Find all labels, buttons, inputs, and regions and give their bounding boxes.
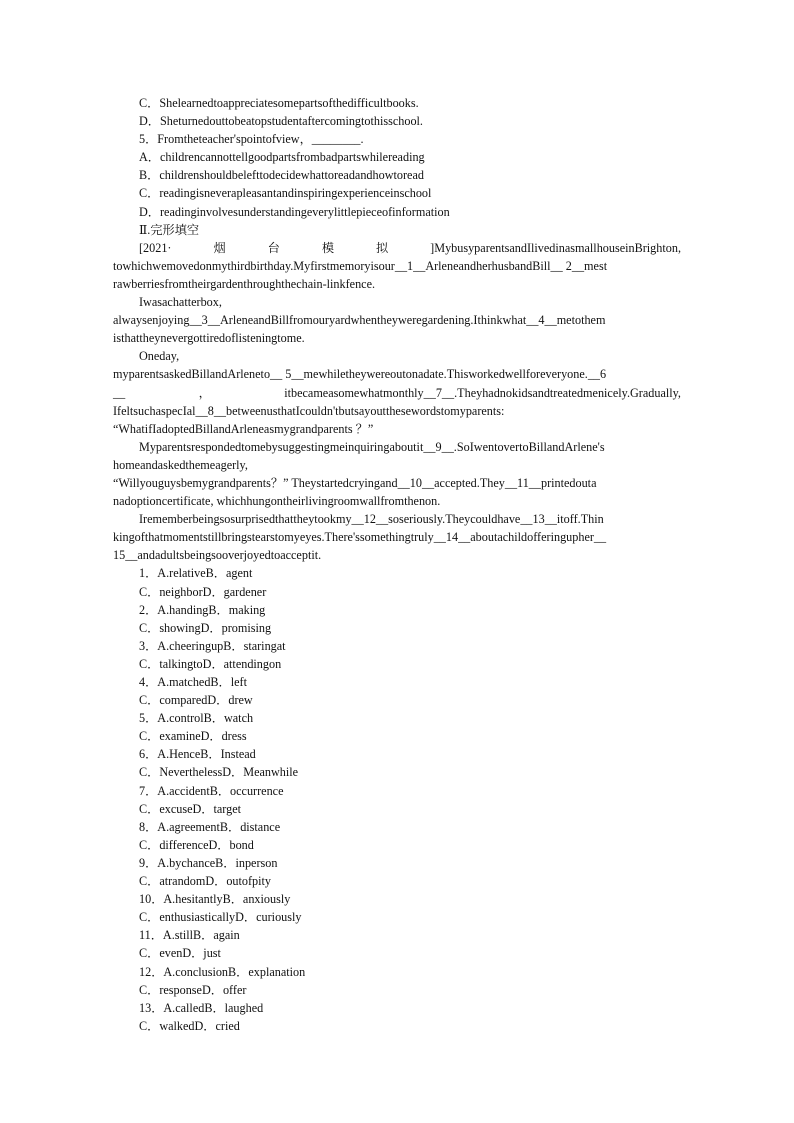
question-5-option-a: A．childrencannottellgoodpartsfrombadpartswhilereading	[139, 150, 425, 165]
option-line: C．talkingtoD．attendingon	[139, 656, 282, 671]
passage-line: IfeltsuchaspecIal__8__betweenusthatIcouldn'tbutsayoutthesewordstomyparents:	[113, 403, 505, 418]
option-line: 8．A.agreementB．distance	[139, 819, 281, 834]
option-line: 6．A.HenceB．Instead	[139, 747, 256, 762]
option-line: C．walkedD．cried	[139, 1018, 240, 1033]
document-page	[113, 94, 681, 1035]
option-line: 1．A.relativeB．agent	[139, 566, 253, 581]
passage-source-line	[113, 239, 681, 257]
passage-line: Irememberbeingsosurprisedthattheytookmy__12__soseriously.Theycouldhave__13__itoff.Thin	[139, 512, 604, 527]
section-title: Ⅱ.完形填空	[139, 222, 200, 237]
question-5-option-b: B．childrenshouldbelefttodecidewhattoreadandhowtoread	[139, 168, 424, 183]
option-line: C．showingD．promising	[139, 620, 272, 635]
passage-line: Iwasachatterbox,	[139, 295, 222, 310]
option-line: C．enthusiasticallyD．curiously	[139, 910, 302, 925]
option-line: C．atrandomD．outofpity	[139, 874, 272, 889]
passage-line: kingofthatmomentstillbringstearstomyeyes.There'ssomethingtruly__14__aboutachildofferingupher__	[113, 530, 607, 545]
passage-line: 15__andadultsbeingsooverjoyedtoacceptit.	[113, 548, 322, 563]
passage-line: Oneday,	[139, 349, 180, 364]
option-line: 3．A.cheeringupB．staringat	[139, 638, 286, 653]
passage-line	[113, 384, 681, 402]
option-line: C．comparedD．drew	[139, 693, 253, 708]
option-line: C．responseD．offer	[139, 982, 247, 997]
option-line: 13．A.calledB．laughed	[139, 1000, 264, 1015]
passage-fragment: itbecameasomewhatmonthly__7__.Theyhadnokidsandtreatedmenicely.Gradually,	[284, 385, 681, 400]
question-5-stem: 5．Fromtheteacher'spointofview，________.	[139, 132, 364, 147]
passage-line: myparentsaskedBillandArleneto__ 5__mewhiletheywereoutonadate.Thisworkedwellforeveryone.__6	[113, 367, 607, 382]
source-part: 模	[321, 240, 335, 255]
option-line: C．examineD．dress	[139, 729, 247, 744]
source-part: ]MybusyparentsandIlivedinasmallhouseinBrighton,	[430, 240, 681, 255]
prev-option-d: D．Sheturnedouttobeatopstudentaftercomingtothisschool.	[139, 114, 423, 129]
option-line: C．evenD．just	[139, 946, 221, 961]
passage-line: rawberriesfromtheirgardenthroughthechain-linkfence.	[113, 276, 376, 291]
question-5-option-d: D．readinginvolvesunderstandingeverylittlepieceofinformation	[139, 204, 450, 219]
answer-options	[113, 564, 681, 1034]
option-line: C．neighborD．gardener	[139, 584, 267, 599]
passage-line: towhichwemovedonmythirdbirthday.Myfirstmemoryisour__1__ArleneandherhusbandBill__ 2__mest	[113, 258, 608, 273]
passage-fragment: __	[113, 385, 126, 400]
passage-line: nadoptioncertificate, whichhungontheirlivingroomwallfromthenon.	[113, 494, 441, 509]
prev-option-c: C．Shelearnedtoappreciatesomepartsofthedifficultbooks.	[139, 96, 419, 110]
passage-line: “WhatifIadoptedBillandArleneasmygrandparents ？”	[113, 421, 374, 436]
source-part: [2021·	[139, 240, 172, 255]
passage-line: Myparentsrespondedtomebysuggestingmeinquiringaboutit__9__.SoIwentovertoBillandArlene's	[139, 439, 605, 454]
option-line: 5．A.controlB．watch	[139, 711, 254, 726]
option-line: 9．A.bychanceB．inperson	[139, 855, 278, 870]
option-line: C．differenceD．bond	[139, 837, 254, 852]
option-line: C．excuseD．target	[139, 801, 241, 816]
option-line: 4．A.matchedB．left	[139, 675, 247, 689]
option-line: 12．A.conclusionB．explanation	[139, 964, 306, 979]
question-5-option-c: C．readingisneverapleasantandinspiringexperienceinschool	[139, 186, 432, 201]
option-line: 2．A.handingB．making	[139, 602, 266, 617]
passage-line: homeandaskedthemeagerly,	[113, 457, 248, 472]
source-part: 拟	[376, 240, 389, 255]
source-part: 烟	[213, 240, 226, 255]
passage-line: isthattheynevergottiredoflisteningtome.	[113, 331, 305, 346]
passage-line: “Willyouguysbemygrandparents？” Theystartedcryingand__10__accepted.They__11__printedouta	[113, 475, 597, 490]
option-line: 7．A.accidentB．occurrence	[139, 783, 284, 798]
option-line: 10．A.hesitantlyB．anxiously	[139, 892, 291, 907]
passage-line: alwaysenjoying__3__ArleneandBillfromouryardwhentheyweregardening.Ithinkwhat__4__metothem	[113, 313, 606, 328]
source-part: 台	[267, 240, 280, 255]
option-line: C．NeverthelessD．Meanwhile	[139, 765, 299, 780]
passage-fragment: ，	[198, 385, 211, 400]
option-line: 11．A.stillB．again	[139, 928, 240, 943]
